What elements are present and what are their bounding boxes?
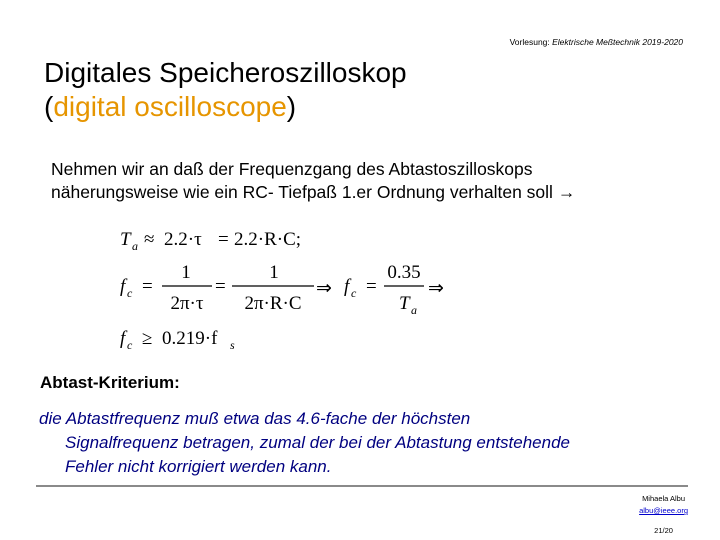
page-number: 21/20 [654, 526, 673, 535]
course-name: Elektrische Meßtechnik 2019-2020 [552, 37, 683, 47]
row3-geq: ≥ [142, 328, 153, 349]
row3-lhs-sub: c [127, 338, 133, 352]
row2-eq3: = [366, 276, 377, 297]
frac1-den: 2π·τ [170, 293, 204, 314]
row3-expr-sub: s [230, 338, 235, 352]
author-name: Mihaela Albu [642, 494, 686, 503]
row2-lhs: f [120, 276, 126, 297]
row1-eq: = [218, 229, 229, 250]
intro-line-2 [51, 181, 691, 204]
frac3-num: 0.35 [387, 262, 421, 283]
formula-block [118, 222, 478, 360]
row1-expr1: 2.2·τ [164, 229, 202, 250]
implies-1: ⇒ [316, 278, 332, 299]
title-german: Digitales Speicheroszilloskop [44, 57, 407, 88]
criterion-label: Abtast-Kriterium: [40, 373, 180, 392]
row3-lhs: f [120, 328, 126, 349]
frac3-den-sub: a [411, 303, 417, 317]
intro-line-1: Nehmen wir an daß der Frequenzgang des Abtastoszilloskops [51, 159, 533, 179]
row2-lhs2-sub: c [351, 286, 357, 300]
row2-lhs2: f [344, 276, 350, 297]
row2-lhs-sub: c [127, 286, 133, 300]
row1-expr2: 2.2·R·C; [234, 229, 302, 250]
criterion-line-2: Signalfrequenz betragen, zumal der bei der Abtastung entstehende [65, 433, 570, 452]
row1-lhs-sub: a [132, 239, 138, 253]
right-arrow-icon: → [557, 182, 576, 202]
title-english: digital oscilloscope [53, 91, 287, 122]
intro-line-2-text: näherungsweise wie ein RC- Tiefpaß 1.er Ordnung verhalten soll [51, 182, 553, 202]
course-header [510, 37, 683, 47]
intro-text [51, 158, 691, 204]
frac1-num: 1 [181, 262, 191, 283]
frac2-den: 2π·R·C [244, 293, 302, 314]
title-paren-open: ( [44, 91, 54, 122]
implies-2: ⇒ [428, 278, 444, 299]
criterion-line-1: die Abtastfrequenz muß etwa das 4.6-fache der höchsten [39, 409, 471, 428]
slide-title [44, 56, 407, 124]
criterion-line-3: Fehler nicht korrigiert werden kann. [65, 457, 332, 476]
row2-eq2: = [215, 276, 226, 297]
row2-eq1: = [142, 276, 153, 297]
title-english-line [44, 90, 407, 124]
header-prefix: Vorlesung: [509, 37, 553, 47]
frac3-den: T [399, 293, 410, 314]
footer-divider [36, 485, 688, 487]
row1-approx: ≈ [144, 229, 155, 250]
slide-footer [639, 493, 688, 537]
row1-lhs: T [120, 229, 131, 250]
frac2-num: 1 [269, 262, 279, 283]
criterion-text [39, 407, 689, 479]
title-paren-close: ) [286, 91, 297, 122]
author-email-link[interactable]: albu@ieee.org [639, 506, 688, 515]
row3-expr: 0.219·f [162, 328, 218, 349]
